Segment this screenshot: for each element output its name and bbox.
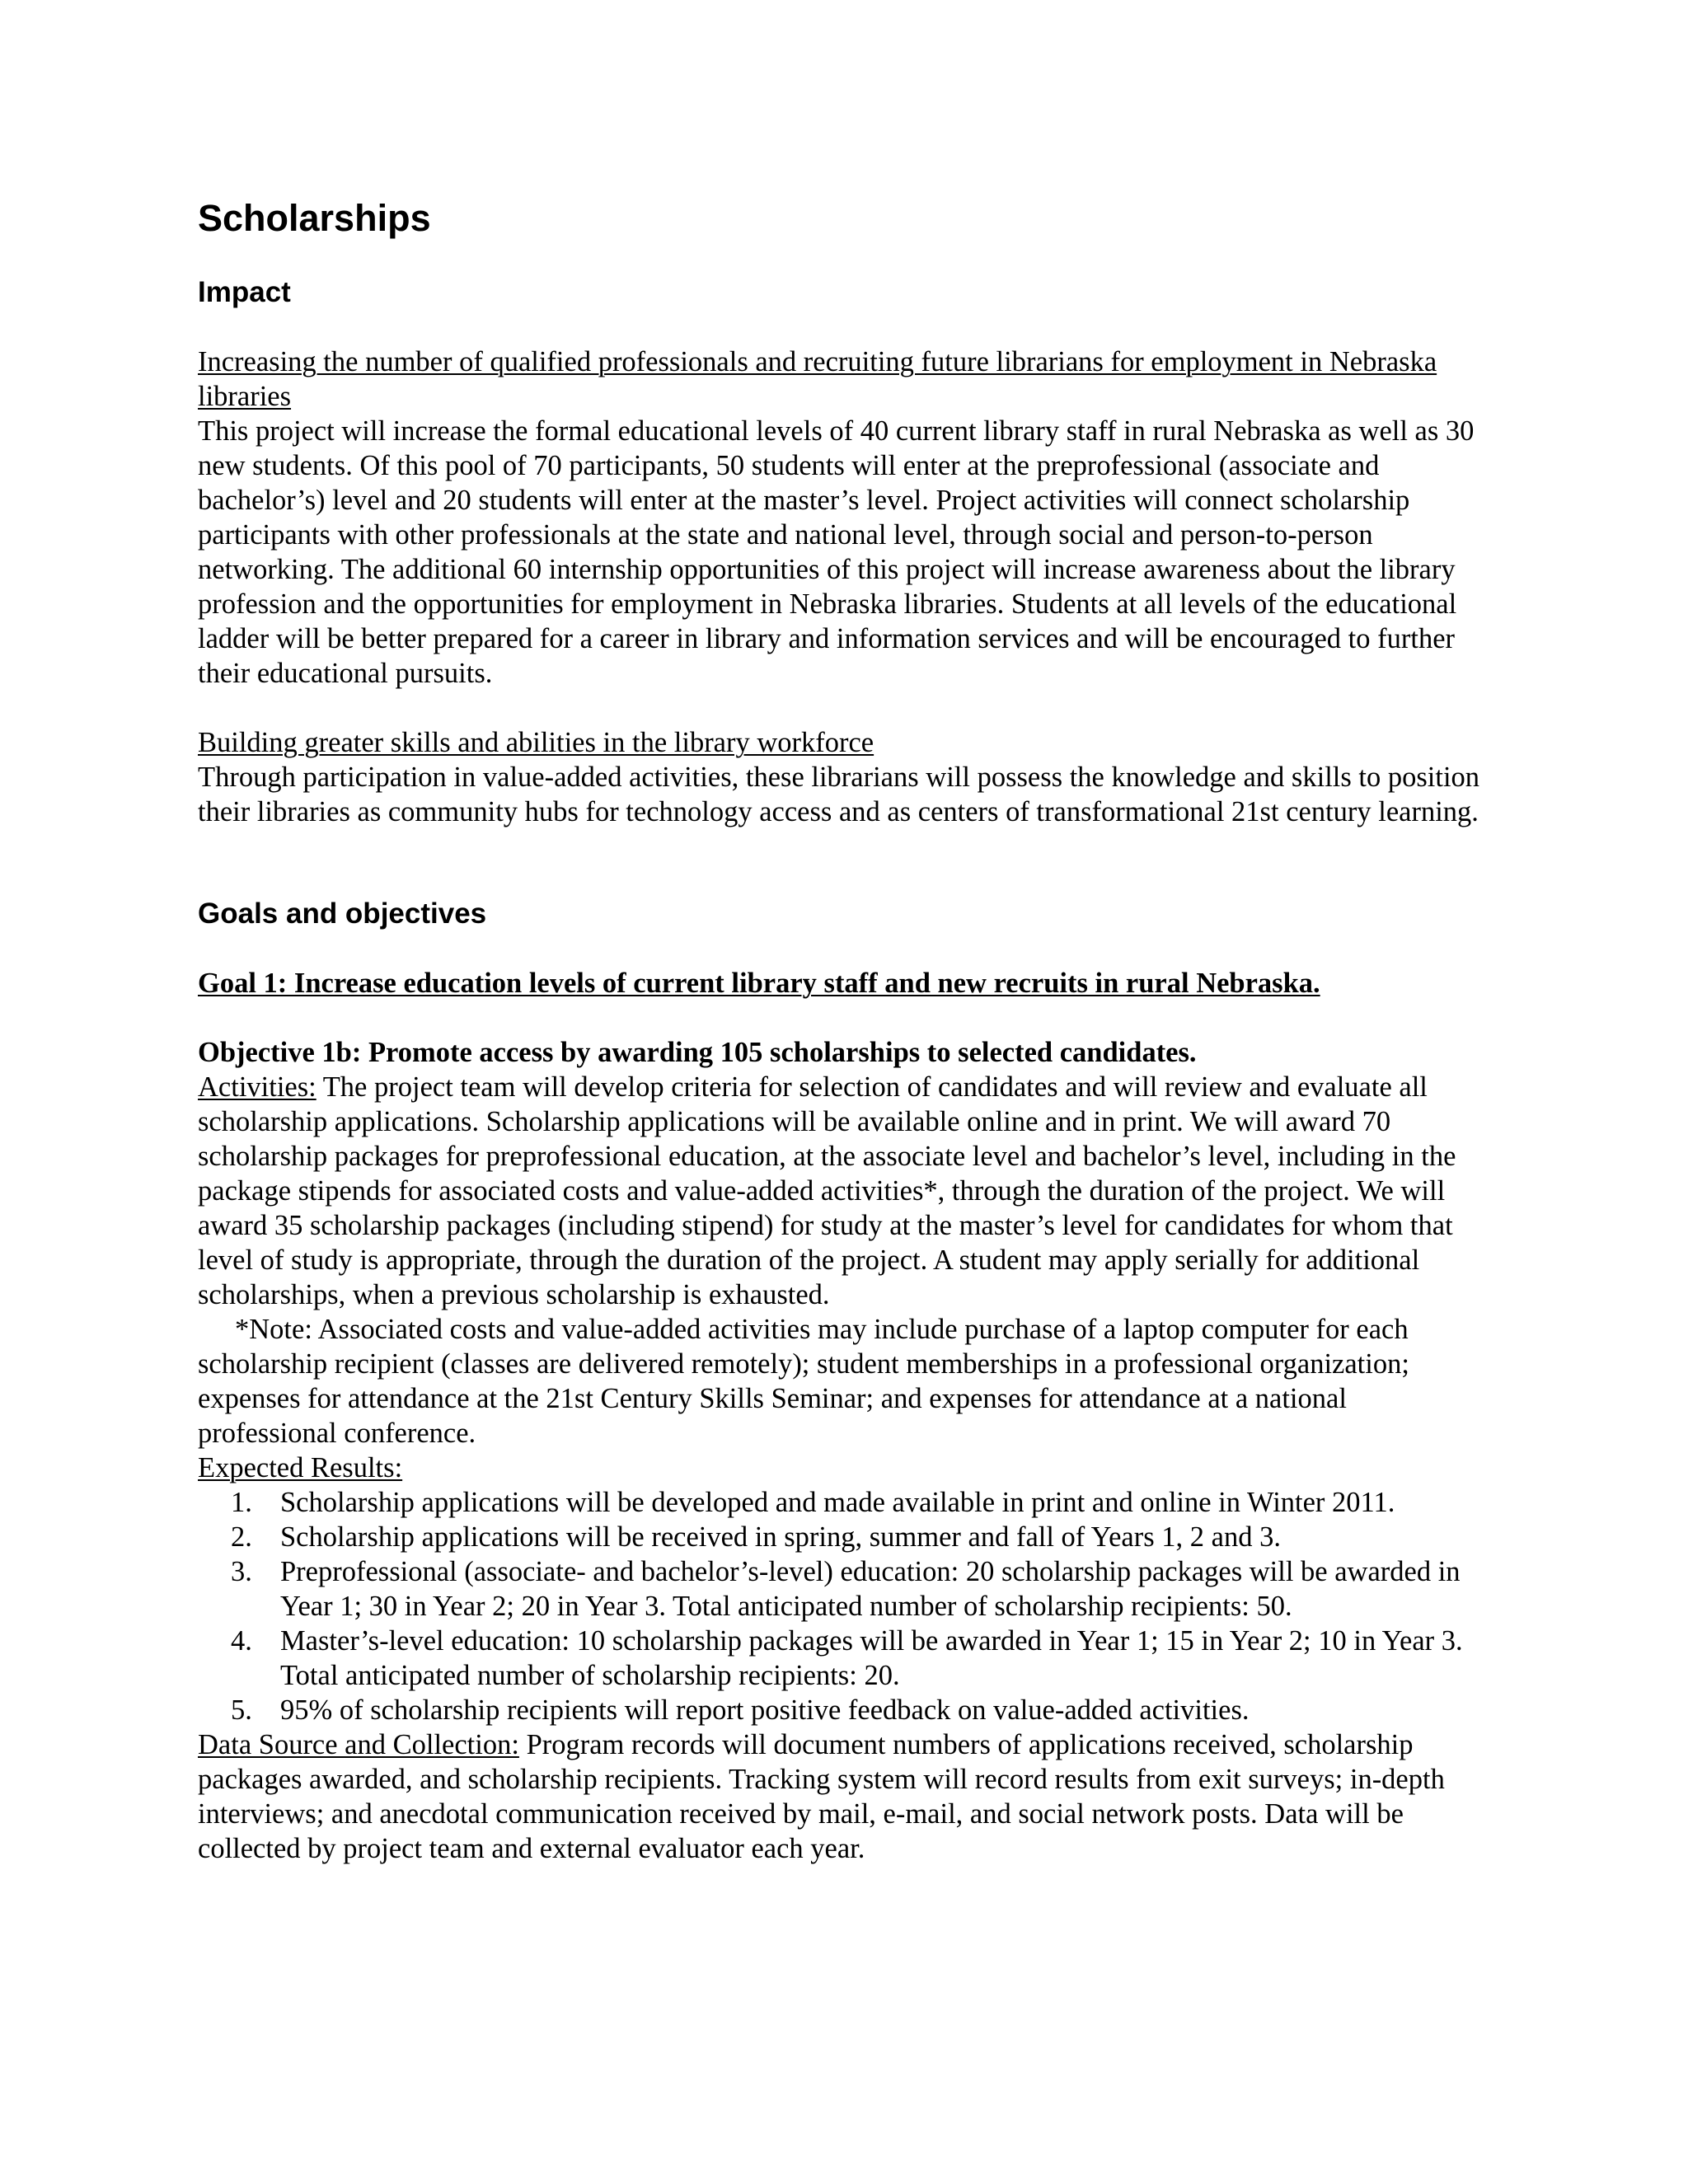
expected-results-label: Expected Results: bbox=[198, 1452, 403, 1483]
list-number: 2. bbox=[231, 1521, 252, 1553]
impact-heading: Impact bbox=[198, 276, 291, 308]
list-number: 3. bbox=[231, 1556, 252, 1587]
goals-heading: Goals and objectives bbox=[198, 898, 487, 930]
impact-section-1 bbox=[198, 344, 1484, 691]
list-number: 5. bbox=[231, 1694, 252, 1726]
data-source-paragraph bbox=[198, 1727, 1484, 1866]
list-number: 1. bbox=[231, 1487, 252, 1518]
data-source-text: Program records will document numbers of applications received, scholarship packages awarded, and scholarship recipients. Tracking system will record results from exit surveys; in-depth interviews; and anecdotal communication received by mail, e-mail, and social network posts. Data will be collected by project team and external evaluator each year. bbox=[198, 1729, 1445, 1864]
impact-subheading-1: Increasing the number of qualified professionals and recruiting future librarians for employment in Nebraska libraries bbox=[198, 346, 1437, 412]
goal-1-text: Goal 1: Increase education levels of current library staff and new recruits in rural Nebraska. bbox=[198, 968, 1320, 999]
activities-label: Activities: bbox=[198, 1071, 316, 1103]
page-title: Scholarships bbox=[198, 197, 431, 239]
list-item bbox=[198, 1520, 1484, 1554]
objective-1b: Objective 1b: Promote access by awarding 105 scholarships to selected candidates. bbox=[198, 1037, 1197, 1068]
list-item bbox=[198, 1554, 1484, 1624]
goal-1 bbox=[198, 966, 1484, 1001]
list-item bbox=[198, 1624, 1484, 1693]
list-text: Master’s-level education: 10 scholarship packages will be awarded in Year 1; 15 in Year 2; 10 in Year 3. Total anticipated number of scholarship recipients: 20. bbox=[280, 1625, 1463, 1691]
list-text: Scholarship applications will be received in spring, summer and fall of Years 1, 2 and 3. bbox=[280, 1521, 1281, 1553]
data-source-label: Data Source and Collection: bbox=[198, 1729, 519, 1760]
impact-body-2: Through participation in value-added activities, these librarians will possess the knowledge and skills to position their libraries as community hubs for technology access and as centers of transformational 21st century learning. bbox=[198, 762, 1480, 827]
impact-subheading-2: Building greater skills and abilities in the library workforce bbox=[198, 727, 874, 758]
list-text: Preprofessional (associate- and bachelor’s-level) education: 20 scholarship packages will be awarded in Year 1; 30 in Year 2; 20 in Year 3. Total anticipated number of scholarship recipients: 50. bbox=[280, 1556, 1461, 1622]
list-text: 95% of scholarship recipients will report positive feedback on value-added activities. bbox=[280, 1694, 1250, 1726]
note-paragraph: *Note: Associated costs and value-added activities may include purchase of a laptop computer for each scholarship recipient (classes are delivered remotely); student memberships in a professional organization; expenses for attendance at the 21st Century Skills Seminar; and expenses for attendance at a national professional conference. bbox=[198, 1314, 1409, 1449]
expected-results-list bbox=[198, 1485, 1484, 1727]
list-item bbox=[198, 1485, 1484, 1520]
list-number: 4. bbox=[231, 1625, 252, 1657]
list-item bbox=[198, 1693, 1484, 1727]
list-text: Scholarship applications will be developed and made available in print and online in Winter 2011. bbox=[280, 1487, 1395, 1518]
objective-1b-section bbox=[198, 1035, 1484, 1866]
impact-section-2 bbox=[198, 725, 1484, 829]
activities-paragraph bbox=[198, 1070, 1484, 1312]
activities-text: The project team will develop criteria for selection of candidates and will review and evaluate all scholarship applications. Scholarship applications will be available online and in print. We will award 70 scholarship packages for preprofessional education, at the associate level and bachelor’s level, including in the package stipends for associated costs and value-added activities*, through the duration of the project. We will award 35 scholarship packages (including stipend) for study at the master’s level for candidates for whom that level of study is appropriate, through the duration of the project. A student may apply serially for additional scholarships, when a previous scholarship is exhausted. bbox=[198, 1071, 1456, 1310]
impact-body-1: This project will increase the formal educational levels of 40 current library staff in rural Nebraska as well as 30 new students. Of this pool of 70 participants, 50 students will enter at the preprofessional (associate and bachelor’s) level and 20 students will enter at the master’s level. Project activities will connect scholarship participants with other professionals at the state and national level, through social and person-to-person networking. The additional 60 internship opportunities of this project will increase awareness about the library profession and the opportunities for employment in Nebraska libraries. Students at all levels of the educational ladder will be better prepared for a career in library and information services and will be encouraged to further their educational pursuits. bbox=[198, 415, 1475, 689]
